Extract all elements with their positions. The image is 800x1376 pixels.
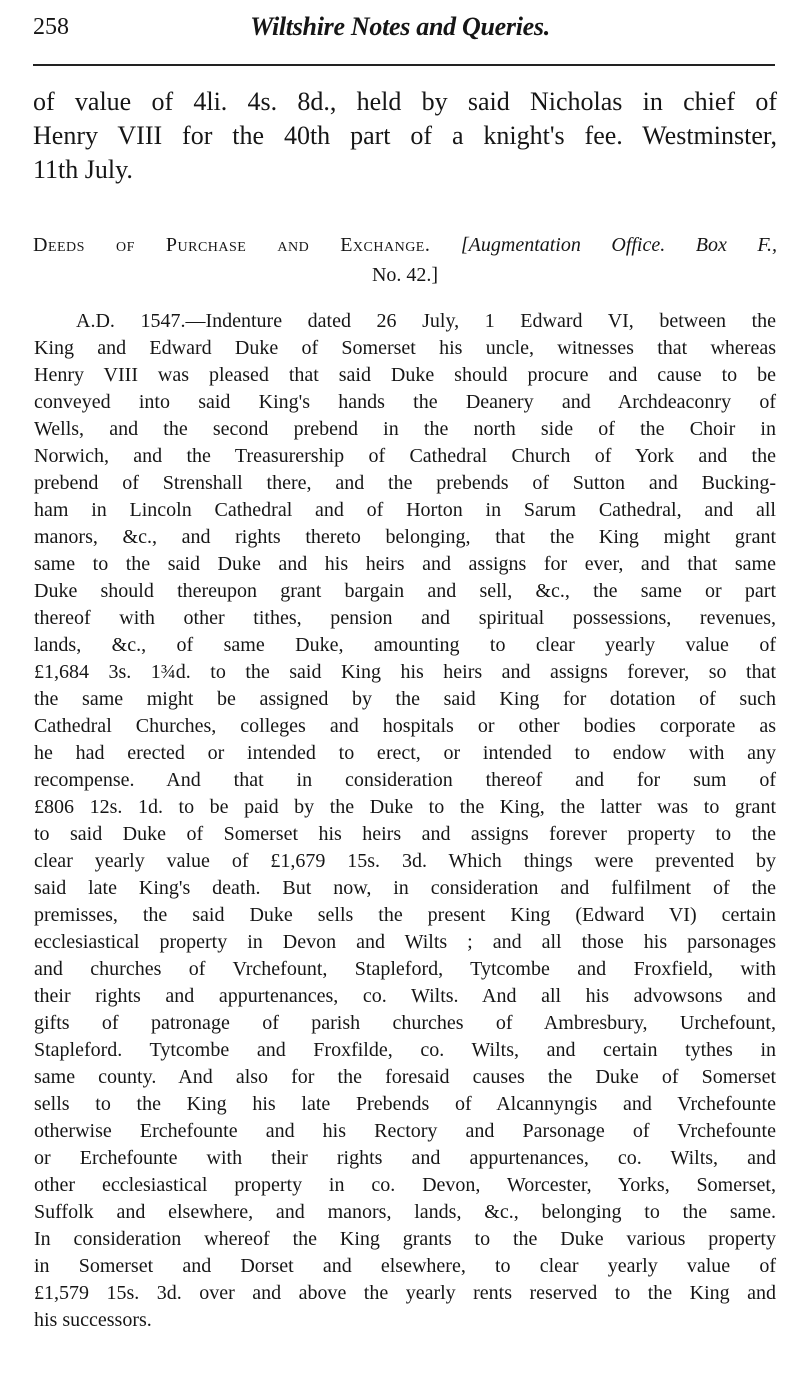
text-line: conveyed into said King's hands the Deanery and Archdeaconry of bbox=[34, 391, 776, 413]
running-title: Wiltshire Notes and Queries. bbox=[250, 12, 550, 41]
section-title: Deeds of Purchase and Exchange. bbox=[33, 234, 431, 256]
text-line: Duke should thereupon grant bargain and sell, &c., the same or part bbox=[34, 580, 776, 602]
text-line: £1,579 15s. 3d. over and above the yearly rents reserved to the King and bbox=[34, 1282, 776, 1304]
text-line: same county. And also for the foresaid causes the Duke of Somerset bbox=[34, 1066, 776, 1088]
text-line: Stapleford. Tytcombe and Froxfilde, co. Wilts, and certain tythes in bbox=[34, 1039, 776, 1061]
text-line: said late King's death. But now, in consideration and fulfilment of the bbox=[34, 877, 776, 899]
text-line: ecclesiastical property in Devon and Wilts ; and all those his parsonages bbox=[34, 931, 776, 953]
text-line: ham in Lincoln Cathedral and of Horton in Sarum Cathedral, and all bbox=[34, 499, 776, 521]
text-line: their rights and appurtenances, co. Wilts. And all his advowsons and bbox=[34, 985, 776, 1007]
text-line: to said Duke of Somerset his heirs and assigns forever property to the bbox=[34, 823, 776, 845]
text-line: prebend of Strenshall there, and the prebends of Sutton and Bucking- bbox=[34, 472, 776, 494]
text-line: in Somerset and Dorset and elsewhere, to clear yearly value of bbox=[34, 1255, 776, 1277]
text-line: Norwich, and the Treasurership of Cathedral Church of York and the bbox=[34, 445, 776, 467]
body-paragraph bbox=[34, 308, 776, 1334]
text-line: Henry VIII for the 40th part of a knight's fee. Westminster, bbox=[33, 121, 777, 150]
text-line: £806 12s. 1d. to be paid by the Duke to the King, the latter was to grant bbox=[34, 796, 776, 818]
text-line: lands, &c., of same Duke, amounting to clear yearly value of bbox=[34, 634, 776, 656]
text-line: £1,684 3s. 1¾d. to the said King his heirs and assigns forever, so that bbox=[34, 661, 776, 683]
section-reference: [Augmentation Office. Box F., bbox=[460, 234, 778, 256]
text-line: otherwise Erchefounte and his Rectory and Parsonage of Vrchefounte bbox=[34, 1120, 776, 1142]
text-line: In consideration whereof the King grants to the Duke various property bbox=[34, 1228, 776, 1250]
text-line: he had erected or intended to erect, or intended to endow with any bbox=[34, 742, 776, 764]
page-number: 258 bbox=[33, 14, 69, 40]
text-line: and churches of Vrchefount, Stapleford, Tytcombe and Froxfield, with bbox=[34, 958, 776, 980]
text-line: 11th July. bbox=[33, 155, 133, 184]
text-line: gifts of patronage of parish churches of Ambresbury, Urchefount, bbox=[34, 1012, 776, 1034]
text-line: or Erchefounte with their rights and appurtenances, co. Wilts, and bbox=[34, 1147, 776, 1169]
text-line: his successors. bbox=[34, 1309, 152, 1331]
text-line: A.D. 1547.—Indenture dated 26 July, 1 Edward VI, between the bbox=[76, 310, 776, 332]
text-line: Cathedral Churches, colleges and hospitals or other bodies corporate as bbox=[34, 715, 776, 737]
text-line: thereof with other tithes, pension and spiritual possessions, revenues, bbox=[34, 607, 776, 629]
text-line: Suffolk and elsewhere, and manors, lands, &c., belonging to the same. bbox=[34, 1201, 776, 1223]
section-reference-line2: No. 42.] bbox=[371, 264, 439, 286]
section-heading bbox=[33, 230, 777, 290]
text-line: of value of 4li. 4s. 8d., held by said Nicholas in chief of bbox=[33, 87, 777, 116]
text-line: same to the said Duke and his heirs and assigns for ever, and that same bbox=[34, 553, 776, 575]
text-line: the same might be assigned by the said King for dotation of such bbox=[34, 688, 776, 710]
text-line: King and Edward Duke of Somerset his uncle, witnesses that whereas bbox=[34, 337, 776, 359]
text-line: clear yearly value of £1,679 15s. 3d. Which things were prevented by bbox=[34, 850, 776, 872]
header-rule bbox=[33, 64, 775, 66]
continuation-paragraph bbox=[33, 85, 777, 187]
text-line: other ecclesiastical property in co. Devon, Worcester, Yorks, Somerset, bbox=[34, 1174, 776, 1196]
text-line: Wells, and the second prebend in the north side of the Choir in bbox=[34, 418, 776, 440]
text-line: recompense. And that in consideration thereof and for sum of bbox=[34, 769, 776, 791]
text-line: sells to the King his late Prebends of Alcannyngis and Vrchefounte bbox=[34, 1093, 776, 1115]
text-line: manors, &c., and rights thereto belonging, that the King might grant bbox=[34, 526, 776, 548]
text-line: Henry VIII was pleased that said Duke should procure and cause to be bbox=[34, 364, 776, 386]
text-line: premisses, the said Duke sells the present King (Edward VI) certain bbox=[34, 904, 776, 926]
